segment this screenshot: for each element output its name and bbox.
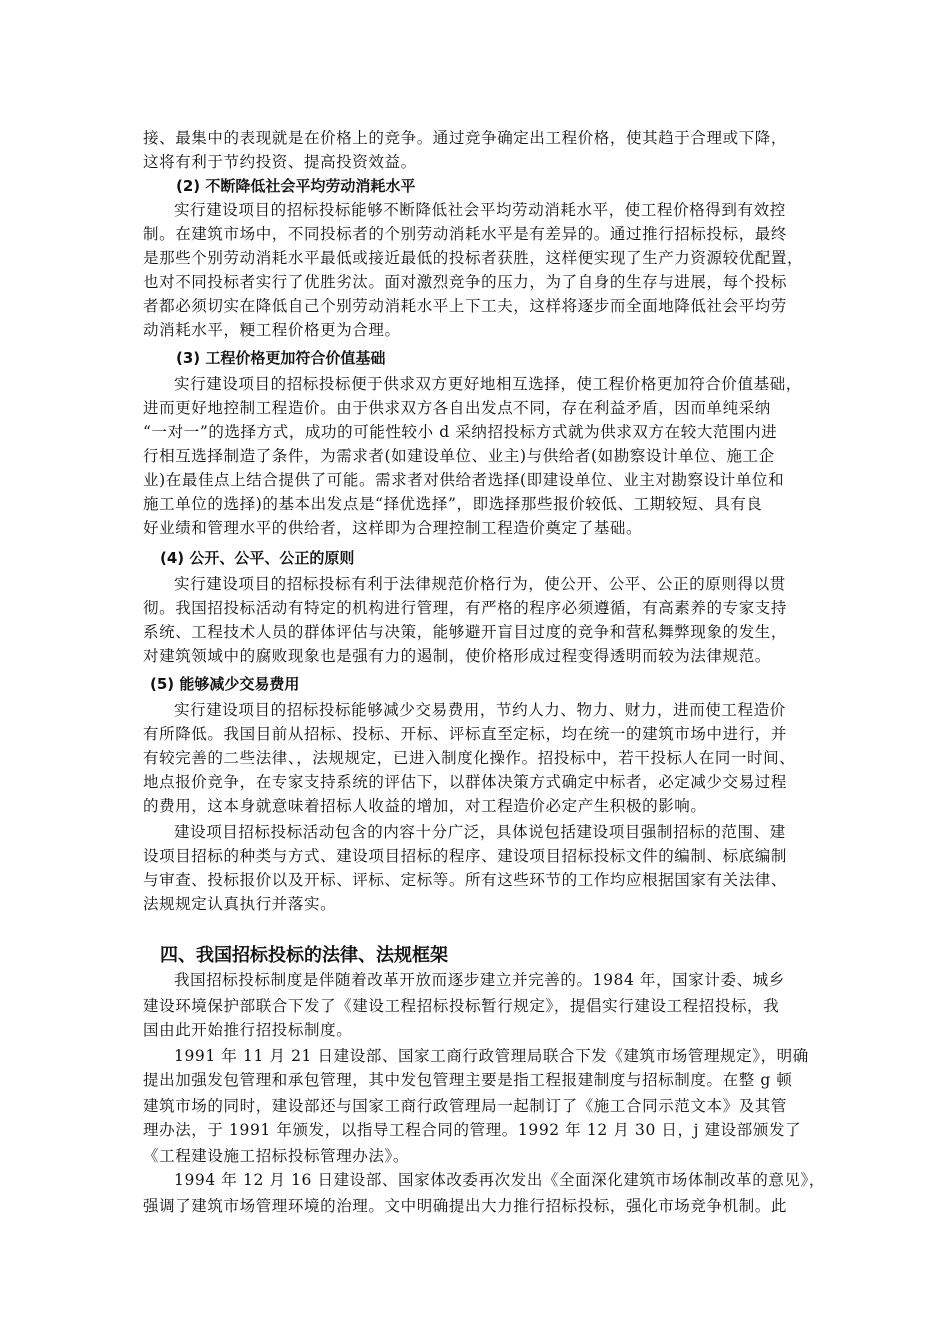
subheading-4: (4) 公开、公平、公正的原则 (160, 549, 355, 567)
paragraph-line: 是那些个别劳动消耗水平最低或接近最低的投标者获胜，这样便实现了生产力资源较优配置， (143, 249, 804, 267)
paragraph-line: 彻。我国招投标活动有特定的机构进行管理，有严格的程序必须遵循，有高素养的专家支持 (143, 599, 788, 617)
paragraph-line: 1991 年 11 月 21 日建设部、国家工商行政管理局联合下发《建筑市场管理规定》，明确 (174, 1047, 809, 1065)
paragraph-line: 我国招标投标制度是伴随着改革开放而逐步建立并完善的。1984 年，国家计委、城乡 (174, 971, 785, 989)
paragraph-line: 实行建设项目的招标投标能够不断降低社会平均劳动消耗水平，使工程价格得到有效控 (174, 201, 786, 219)
paragraph-line: 施工单位的选择)的基本出发点是“择优选择”，即选择那些报价较低、工期较短、具有良 (143, 495, 763, 513)
subheading-3: (3) 工程价格更加符合价值基础 (176, 349, 386, 367)
paragraph-line: 行相互选择制造了条件，为需求者(如建设单位、业主)与供给者(如勘察设计单位、施工企 (143, 447, 775, 465)
paragraph-line: 实行建设项目的招标投标便于供求双方更好地相互选择，使工程价格更加符合价值基础， (174, 375, 802, 393)
paragraph-line: 国由此开始推行招投标制度。 (143, 1021, 353, 1039)
paragraph-line: 建筑市场的同时，建设部还与国家工商行政管理局一起制订了《施工合同示范文本》及其管 (143, 1097, 788, 1115)
paragraph-line: 系统、工程技术人员的群体评估与决策，能够避开盲目过度的竞争和营私舞弊现象的发生， (143, 623, 788, 641)
paragraph-line: 有所降低。我国目前从招标、投标、开标、评标直至定标，均在统一的建筑市场中进行，并 (143, 725, 788, 743)
paragraph-line: 提出加强发包管理和承包管理，其中发包管理主要是指工程报建制度与招标制度。在整 g 顿 (143, 1071, 793, 1089)
paragraph-line: 的费用，这本身就意味着招标人收益的增加，对工程造价必定产生积极的影响。 (143, 797, 707, 815)
paragraph-line: 建设项目招标投标活动包含的内容十分广泛，具体说包括建设项目强制招标的范围、建 (174, 823, 786, 841)
paragraph-line: 强调了建筑市场管理环境的治理。文中明确提出大力推行招标投标，强化市场竞争机制。此 (143, 1197, 788, 1215)
paragraph-line: 动消耗水平，粳工程价格更为合理。 (143, 321, 401, 339)
paragraph-line: 制。在建筑市场中，不同投标者的个别劳动消耗水平是有差异的。通过推行招标投标，最终 (143, 225, 788, 243)
paragraph-line: “一对一”的选择方式，成功的可能性较小 d 采纳招投标方式就为供求双方在较大范围内进 (143, 423, 778, 441)
subheading-5: (5) 能够减少交易费用 (150, 675, 300, 693)
paragraph-line: 设项目招标的种类与方式、建设项目招标的程序、建设项目招标投标文件的编制、标底编制 (143, 847, 788, 865)
subheading-2: (2) 不断降低社会平均劳动消耗水平 (176, 177, 416, 195)
paragraph-line: 地点报价竞争，在专家支持系统的评估下，以群体决策方式确定中标者，必定减少交易过程 (143, 773, 788, 791)
paragraph-line: 《工程建设施工招标投标管理办法》。 (143, 1147, 409, 1165)
paragraph-line: 对建筑领域中的腐败现象也是强有力的遏制，使价格形成过程变得透明而较为法律规范。 (143, 647, 771, 665)
paragraph-line: 这将有利于节约投资、提高投资效益。 (143, 153, 417, 171)
paragraph-line: 实行建设项目的招标投标有利于法律规范价格行为，使公开、公平、公正的原则得以贯 (174, 575, 786, 593)
paragraph-line: 1994 年 12 月 16 日建设部、国家体改委再次发出《全面深化建筑市场体制改革的意见》， (174, 1171, 825, 1189)
paragraph-line: 建设环境保护部联合下发了《建设工程招标投标暂行规定》，提倡实行建设工程招投标，我 (143, 997, 780, 1015)
paragraph-line: 业)在最佳点上结合提供了可能。需求者对供给者选择(即建设单位、业主对勘察设计单位和 (143, 471, 785, 489)
paragraph-line: 进而更好地控制工程造价。由于供求双方各自出发点不同，存在利益矛盾，因而单纯采纳 (143, 399, 771, 417)
paragraph-line: 实行建设项目的招标投标能够减少交易费用，节约人力、物力、财力，进而使工程造价 (174, 701, 786, 719)
paragraph-line: 也对不同投标者实行了优胜劣汰。面对激烈竞争的压力，为了自身的生存与进展，每个投标 (143, 273, 788, 291)
paragraph-line: 者都必须切实在降低自己个别劳动消耗水平上下工夫，这样将逐步而全面地降低社会平均劳 (143, 297, 788, 315)
paragraph-line: 理办法，于 1991 年颁发，以指导工程合同的管理。1992 年 12 月 30 日，j 建设部颁发了 (143, 1121, 802, 1139)
paragraph-line: 法规规定认真执行并落实。 (143, 895, 337, 913)
paragraph-line: 好业绩和管理水平的供给者，这样即为合理控制工程造价奠定了基础。 (143, 519, 643, 537)
section-heading: 四、我国招标投标的法律、法规框架 (160, 945, 448, 966)
paragraph-line: 与审查、投标报价以及开标、评标、定标等。所有这些环节的工作均应根据国家有关法律、 (143, 871, 788, 889)
paragraph-line: 接、最集中的表现就是在价格上的竞争。通过竞争确定出工程价格，使其趋于合理或下降， (143, 129, 788, 147)
paragraph-line: 有较完善的二些法律、，法规规定，已进入制度化操作。招投标中，若干投标人在同一时间、 (143, 749, 796, 767)
